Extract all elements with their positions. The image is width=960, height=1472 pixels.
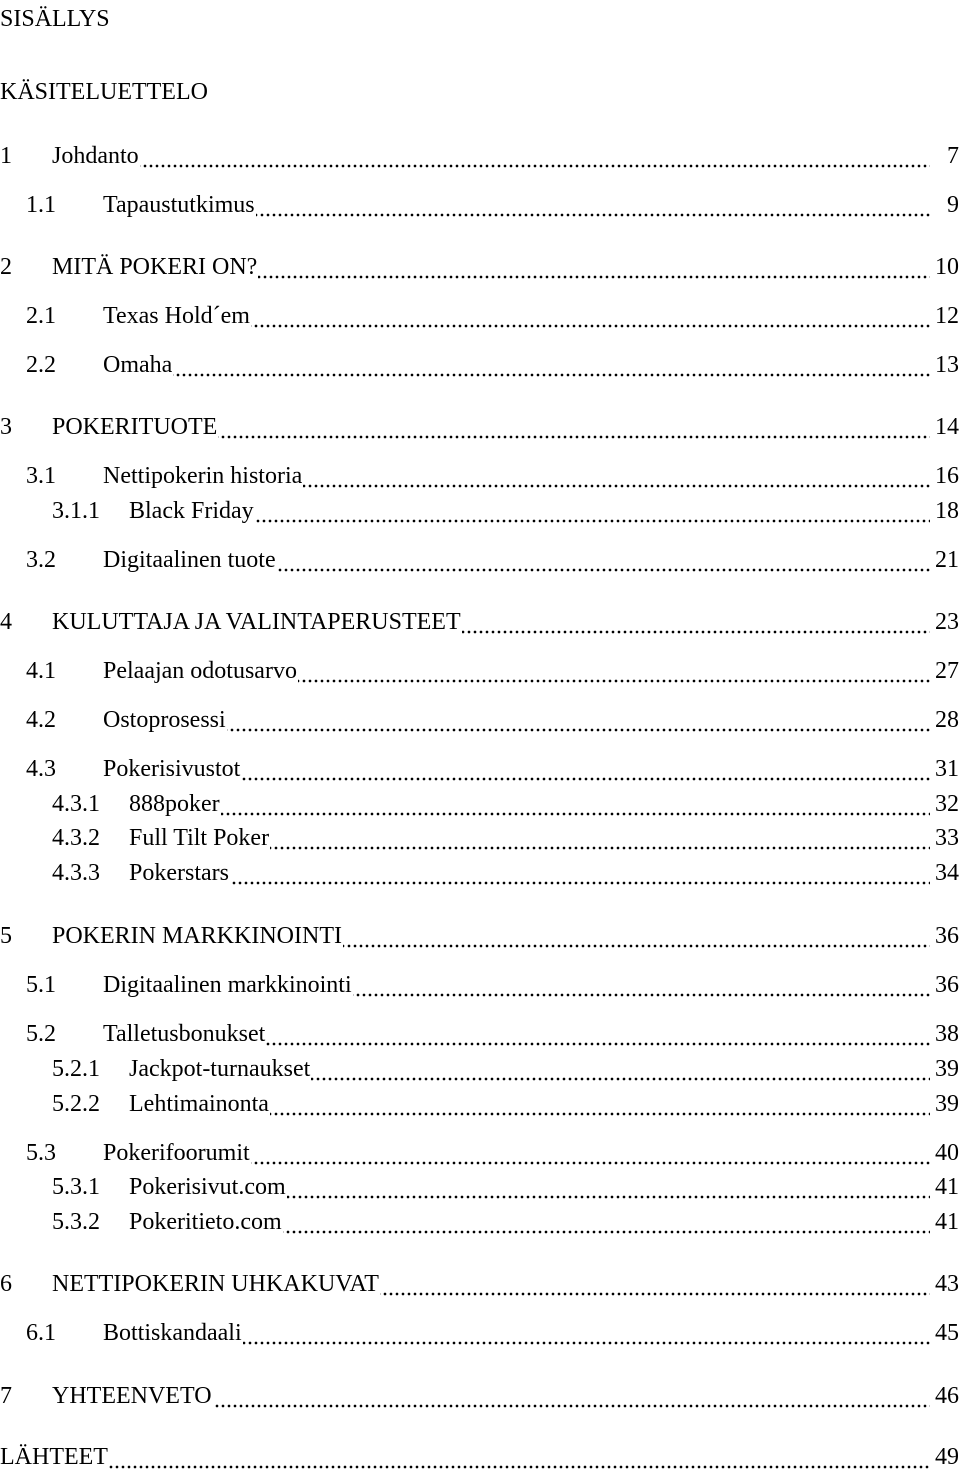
toc-entry[interactable] [0,1269,960,1299]
toc-title[interactable]: Pokerstars [129,858,930,888]
toc-title[interactable]: POKERITUOTE [52,412,930,442]
toc-page: 45 [935,1320,959,1346]
toc-title[interactable]: Jackpot-turnaukset [129,1054,930,1084]
toc-page: 41 [935,1174,959,1200]
toc-entry[interactable] [0,1442,960,1472]
toc-title[interactable]: MITÄ POKERI ON? [52,252,930,282]
toc-page: 32 [935,791,959,817]
toc-entry[interactable] [0,350,960,380]
toc-entry[interactable] [0,1172,960,1202]
toc-page: 38 [935,1021,959,1047]
toc-entry[interactable] [0,190,960,220]
toc-title[interactable]: Tapaustutkimus [103,190,930,220]
toc-page: 43 [935,1271,959,1297]
toc-title[interactable]: 888poker [129,789,930,819]
toc-entry[interactable] [0,252,960,282]
toc-page: 12 [935,303,959,329]
toc-number: 3 [0,414,12,440]
toc-number: 5.2.2 [52,1091,100,1117]
toc-entry[interactable] [0,545,960,575]
toc-page: 39 [935,1056,959,1082]
toc-title[interactable]: Talletusbonukset [103,1019,930,1049]
toc-entry[interactable] [0,1381,960,1411]
toc-entry[interactable] [0,1207,960,1237]
toc-title[interactable]: LÄHTEET [0,1442,930,1472]
toc-number: 5.3 [26,1140,56,1166]
toc-number: 1 [0,143,12,169]
toc-entry[interactable] [0,705,960,735]
toc-number: 4.3 [26,756,56,782]
toc-number: 4.3.1 [52,791,100,817]
toc-entry[interactable] [0,921,960,951]
toc-entry[interactable] [0,970,960,1000]
toc-title[interactable]: Omaha [103,350,930,380]
toc-title[interactable]: Digitaalinen tuote [103,545,930,575]
toc-number: 3.1 [26,463,56,489]
toc-title[interactable]: Pokerisivustot [103,754,930,784]
toc-number: 7 [0,1383,12,1409]
toc-page: 9 [947,192,959,218]
toc-entry[interactable] [0,656,960,686]
toc-number: 4.1 [26,658,56,684]
toc-number: 4.2 [26,707,56,733]
toc-number: 2.1 [26,303,56,329]
toc-page: 10 [935,254,959,280]
toc-entry[interactable] [0,412,960,442]
toc-number: 4 [0,609,12,635]
glossary-title-text: KÄSITELUETTELO [0,79,208,105]
toc-number: 2 [0,254,12,280]
toc-page: 23 [935,609,959,635]
toc-page: 39 [935,1091,959,1117]
toc-entry[interactable] [0,754,960,784]
toc-entry[interactable] [0,1318,960,1348]
toc-entry[interactable] [0,789,960,819]
toc-entry[interactable] [0,607,960,637]
toc-page: 14 [935,414,959,440]
toc-title[interactable]: NETTIPOKERIN UHKAKUVAT [52,1269,930,1299]
toc-page: 13 [935,352,959,378]
toc-title[interactable]: POKERIN MARKKINOINTI [52,921,930,951]
toc-title[interactable]: Bottiskandaali [103,1318,930,1348]
toc-entry[interactable] [0,496,960,526]
contents-title-text: SISÄLLYS [0,6,110,32]
toc-page: 16 [935,463,959,489]
contents-title [0,4,960,34]
toc-page: 49 [935,1444,959,1470]
toc-title[interactable]: KULUTTAJA JA VALINTAPERUSTEET [52,607,930,637]
toc-title[interactable]: Pokeritieto.com [129,1207,930,1237]
toc-title[interactable]: Ostoprosessi [103,705,930,735]
toc-number: 6 [0,1271,12,1297]
toc-number: 5.2 [26,1021,56,1047]
toc-number: 2.2 [26,352,56,378]
toc-title[interactable]: Pelaajan odotusarvo [103,656,930,686]
toc-number: 3.2 [26,547,56,573]
toc-page: 21 [935,547,959,573]
toc-page: 18 [935,498,959,524]
toc-title[interactable]: Pokerisivut.com [129,1172,930,1202]
toc-title[interactable]: YHTEENVETO [52,1381,930,1411]
toc-title[interactable]: Lehtimainonta [129,1089,930,1119]
toc-entry[interactable] [0,301,960,331]
toc-page: 36 [935,923,959,949]
toc-entry[interactable] [0,1019,960,1049]
toc-entry[interactable] [0,1138,960,1168]
toc-title[interactable]: Digitaalinen markkinointi [103,970,930,1000]
toc-page: 27 [935,658,959,684]
toc-number: 4.3.2 [52,825,100,851]
toc-page: 40 [935,1140,959,1166]
toc-page: 46 [935,1383,959,1409]
toc-entry[interactable] [0,141,960,171]
toc-title[interactable]: Pokerifoorumit [103,1138,930,1168]
toc-entry[interactable] [0,823,960,853]
toc-title[interactable]: Black Friday [129,496,930,526]
toc-number: 5.2.1 [52,1056,100,1082]
toc-number: 5.1 [26,972,56,998]
toc-page: 28 [935,707,959,733]
toc-number: 6.1 [26,1320,56,1346]
toc-number: 1.1 [26,192,56,218]
glossary-title [0,77,960,107]
toc-number: 3.1.1 [52,498,100,524]
toc-entry[interactable] [0,1054,960,1084]
toc-number: 5 [0,923,12,949]
toc-number: 5.3.1 [52,1174,100,1200]
toc-page: 36 [935,972,959,998]
toc-number: 5.3.2 [52,1209,100,1235]
toc-page: 34 [935,860,959,886]
toc-title[interactable]: Nettipokerin historia [103,461,930,491]
toc-page: 31 [935,756,959,782]
toc-page: 33 [935,825,959,851]
toc-entry[interactable] [0,1089,960,1119]
toc-entry[interactable] [0,858,960,888]
toc-title[interactable]: Texas Hold´em [103,301,930,331]
toc-page: 7 [947,143,959,169]
toc-number: 4.3.3 [52,860,100,886]
toc-page: 41 [935,1209,959,1235]
toc-title[interactable]: Johdanto [52,141,930,171]
toc-title[interactable]: Full Tilt Poker [129,823,930,853]
toc-entry[interactable] [0,461,960,491]
